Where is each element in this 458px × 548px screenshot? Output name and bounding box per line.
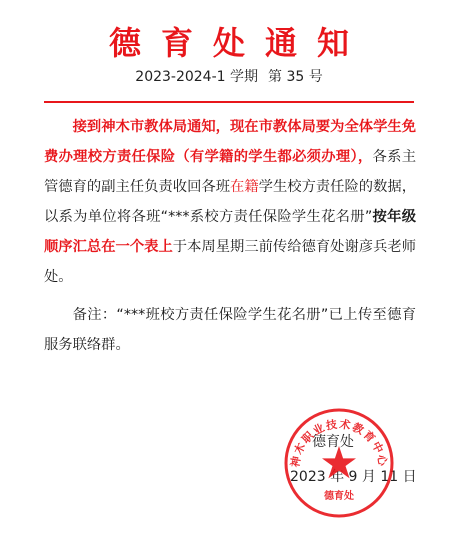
notice-paragraph-main [44,112,416,292]
svg-text:德育处: 德育处 [324,491,354,502]
svg-text:神木职业技术教育中心: 神木职业技术教育中心 [288,417,390,469]
highlight-text: 在籍 [230,179,259,195]
notice-paragraph-note: 备注：“***班校方责任保险学生花名册”已上传至德育服务联络群。 [44,307,416,353]
notice-title: 德育处通知 [108,24,369,62]
highlight-text: 接到神木市教体局通知，现在市教体局要为全体学生免费办理校方责任保险（有学籍的学生都必须办理）， [44,119,416,165]
highlight-text: 顺序汇总在一个表上 [44,239,173,255]
body-text: 学生校方责任险的数据，以系为单位将各班“***系校方责任保险学生花名册” [44,179,417,225]
issue-line [0,66,458,86]
notice-body [44,112,416,360]
official-seal-icon [282,406,396,520]
body-text: 于本周星期三前传给德育处谢彦兵老师处。 [44,239,417,285]
header-divider [44,101,414,103]
issue-number: 第 35 号 [268,69,323,85]
term-label: 2023-2024-1 学期 [135,69,258,85]
signature-department: 德育处 [312,434,354,450]
emphasis-text: 按年级 [372,209,417,225]
body-text: 各系主管德育的副主任负责收回各班 [44,149,416,195]
signature-date: 2023 年 9 月 11 日 [290,469,417,485]
